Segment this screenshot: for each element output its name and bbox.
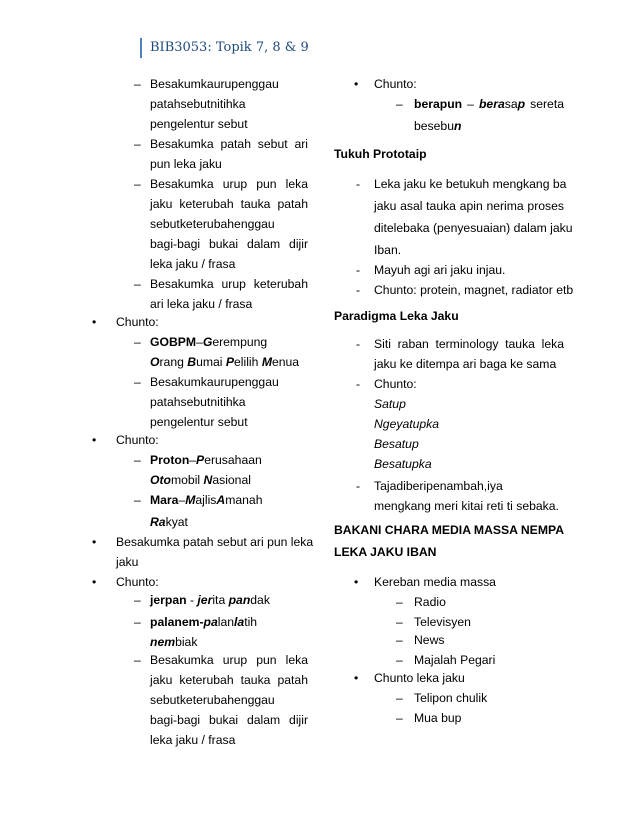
text-run: Satup <box>374 397 406 411</box>
dash-marker: – <box>134 493 141 507</box>
text-line <box>334 94 564 114</box>
text-run: Besakumka <box>150 375 214 389</box>
line-text <box>414 650 495 670</box>
header-title: BIB3053: Topik 7, 8 & 9 <box>150 40 309 55</box>
text-line <box>78 590 308 610</box>
text-run: patah <box>150 395 181 409</box>
text-run: kyat <box>165 515 188 529</box>
text-line <box>334 414 564 434</box>
text-run: – <box>189 453 197 467</box>
text-run: Ra <box>150 515 166 529</box>
text-line <box>78 332 308 352</box>
text-run: manah <box>225 493 263 507</box>
text-run: O <box>150 473 160 487</box>
text-run: berapun <box>414 97 463 111</box>
line-text <box>414 708 461 728</box>
text-run: Taja <box>374 479 397 493</box>
text-run: urup <box>213 375 239 389</box>
text-run: Paradigma Leka Jaku <box>334 309 459 323</box>
text-line <box>334 668 564 688</box>
line-text <box>116 572 159 592</box>
text-run: bagi-bagi bukai dalam dijir <box>150 237 308 251</box>
text-run: Chunto leka jaku <box>374 671 465 685</box>
word-group <box>374 476 503 496</box>
text-run: jaku ke ditempa ari baga ke sama <box>374 357 557 371</box>
dash-marker: – <box>396 691 403 705</box>
dash-marker: – <box>134 453 141 467</box>
text-run: G <box>202 335 213 349</box>
text-line <box>78 650 308 670</box>
text-run: BAKANI CHARA MEDIA MASSA NEMPA <box>334 523 564 537</box>
line-text <box>150 352 299 372</box>
text-run: M <box>261 355 272 369</box>
line-text <box>150 590 270 610</box>
text-run: erusahaan <box>204 453 262 467</box>
text-run: – <box>178 493 186 507</box>
dash-marker: – <box>396 97 403 111</box>
text-run: penambah, <box>426 479 488 493</box>
text-run: mobil <box>171 473 204 487</box>
line-text <box>150 134 308 154</box>
text-run: asional <box>212 473 251 487</box>
text-run: jaku keterubah tauka patah <box>150 197 308 211</box>
text-run: rang <box>159 355 188 369</box>
text-run: bera <box>478 97 505 111</box>
text-run: Leka jaku ke betukuh mengkang ba <box>374 177 567 191</box>
text-run: Telipon chulik <box>414 691 488 705</box>
line-text <box>374 668 465 688</box>
dash-marker: – <box>396 595 403 609</box>
dash-marker: – <box>134 615 141 629</box>
text-run: pengelentur sebut <box>150 415 248 429</box>
text-run: sebut <box>180 97 211 111</box>
text-line <box>334 454 564 474</box>
text-line <box>334 476 564 496</box>
word-group <box>150 332 267 352</box>
word-group <box>150 372 279 392</box>
text-line <box>334 612 564 632</box>
text-run: Ngeyatupka <box>374 417 440 431</box>
line-text <box>150 214 308 234</box>
line-text <box>374 218 573 238</box>
line-text <box>150 470 251 490</box>
line-text <box>334 144 427 164</box>
text-run: - <box>186 593 198 607</box>
line-text <box>374 196 564 216</box>
dash-marker: - <box>356 337 361 351</box>
line-text <box>414 612 471 632</box>
text-line <box>78 412 308 432</box>
dash-marker: – <box>134 277 141 291</box>
line-text <box>150 632 197 652</box>
text-run: keterubah <box>179 693 235 707</box>
text-run: Iban. <box>374 243 402 257</box>
text-run: Besatup <box>374 437 419 451</box>
text-run: – <box>463 97 478 111</box>
text-run: ita <box>212 593 229 607</box>
line-text <box>374 280 573 300</box>
dash-marker: - <box>356 377 361 391</box>
text-line <box>78 74 308 94</box>
text-run: - <box>199 615 204 629</box>
line-text <box>150 94 308 114</box>
text-run: Mayuh agi ari jaku injau. <box>374 263 506 277</box>
text-run: patah <box>150 97 181 111</box>
line-text <box>150 612 308 632</box>
text-run: P <box>225 355 235 369</box>
text-line <box>78 174 308 194</box>
bullet-marker: • <box>354 671 359 685</box>
text-run: tih <box>244 615 258 629</box>
text-run: jaku keterubah tauka patah <box>150 673 308 687</box>
text-run: sereta <box>526 97 564 111</box>
text-run: erempung <box>212 335 268 349</box>
line-text <box>150 332 308 352</box>
dash-marker: - <box>356 177 361 191</box>
bullet-marker: • <box>92 433 97 447</box>
line-text <box>414 592 446 612</box>
text-line <box>78 532 314 552</box>
text-line <box>334 394 564 414</box>
word-group <box>150 94 246 114</box>
text-run: ditelebaka (penyesuaian) dalam jaku <box>374 221 573 235</box>
text-run: enua <box>271 355 300 369</box>
line-text <box>150 154 222 174</box>
text-line <box>78 552 308 572</box>
text-run: GOBPM <box>150 335 197 349</box>
text-run: Besakumka patah sebut ari pun leka <box>116 535 314 549</box>
text-line <box>334 630 564 650</box>
dash-marker: – <box>134 177 141 191</box>
dash-marker: – <box>134 137 141 151</box>
text-run: enggau <box>238 77 279 91</box>
text-line <box>334 434 564 454</box>
text-run: pa <box>203 615 218 629</box>
line-text <box>150 372 308 392</box>
text-run: pan <box>228 593 251 607</box>
line-text <box>150 412 248 432</box>
bullet-marker: • <box>92 315 97 329</box>
text-run: N <box>203 473 213 487</box>
page-header <box>140 38 309 58</box>
text-run: leka jaku / frasa <box>150 257 236 271</box>
line-text <box>374 414 439 434</box>
text-run: lan <box>217 615 235 629</box>
text-run: M <box>185 493 196 507</box>
text-line <box>78 690 308 710</box>
text-run: mengkang meri kitai reti ti sebaka. <box>374 499 559 513</box>
line-text <box>334 306 459 326</box>
section-heading-line <box>334 520 564 540</box>
text-run: Chunto: <box>116 575 159 589</box>
text-line <box>334 280 574 300</box>
line-text <box>374 496 559 516</box>
word-group <box>150 392 246 412</box>
text-run: Chunto: protein, magnet, radiator etb <box>374 283 574 297</box>
text-run: O <box>150 355 160 369</box>
text-run: sebut <box>180 395 211 409</box>
text-run: B <box>187 355 197 369</box>
text-run: p <box>517 97 526 111</box>
text-line <box>78 312 308 332</box>
line-text <box>150 294 252 314</box>
line-text <box>150 274 308 294</box>
text-line <box>78 294 308 314</box>
text-run: Besakumka urup pun leka <box>150 653 308 667</box>
text-line <box>334 196 564 216</box>
dash-marker: – <box>134 593 141 607</box>
text-run: bagi-bagi bukai dalam dijir <box>150 713 308 727</box>
text-line <box>78 254 308 274</box>
text-line <box>78 710 308 730</box>
text-run: Siti raban terminology tauka leka <box>374 337 564 351</box>
text-run: to <box>159 473 171 487</box>
text-run: jaku asal tauka apin nerima proses <box>374 199 564 213</box>
text-line <box>334 354 564 374</box>
text-line <box>78 572 308 592</box>
text-run: nem <box>150 635 176 649</box>
text-line <box>334 260 564 280</box>
text-line <box>334 240 564 260</box>
text-line <box>78 194 308 214</box>
line-text <box>150 392 308 412</box>
text-line <box>78 632 308 652</box>
text-run: jerpan <box>150 593 187 607</box>
line-text <box>374 174 567 194</box>
text-line <box>78 512 308 532</box>
text-line <box>334 218 573 238</box>
text-run: jaku <box>116 555 139 569</box>
bullet-marker: • <box>354 575 359 589</box>
word-group <box>479 94 525 114</box>
text-run: Chunto: <box>374 77 417 91</box>
text-line <box>78 114 308 134</box>
text-run: A <box>216 493 226 507</box>
text-run: Besakumka <box>150 77 214 91</box>
line-text <box>116 312 159 332</box>
text-line <box>334 74 564 94</box>
line-text <box>334 542 436 562</box>
word-group <box>150 690 275 710</box>
text-run: News <box>414 633 445 647</box>
text-run: sebut <box>150 217 180 231</box>
text-run: Besatupka <box>374 457 432 471</box>
text-run: – <box>196 335 203 349</box>
text-line <box>78 490 308 510</box>
line-text <box>374 572 496 592</box>
text-run: Proton <box>150 453 190 467</box>
section-heading-line <box>334 542 564 562</box>
line-text <box>150 490 308 510</box>
text-line <box>78 730 308 750</box>
section-heading-line <box>334 306 564 326</box>
text-line <box>78 392 308 412</box>
text-run: iya <box>487 479 503 493</box>
dash-marker: – <box>134 77 141 91</box>
text-run: Kereban media massa <box>374 575 496 589</box>
text-line <box>78 670 308 690</box>
dash-marker: - <box>356 479 361 493</box>
text-run: Chunto: <box>116 315 159 329</box>
dash-marker: – <box>134 653 141 667</box>
text-run: Televisyen <box>414 615 471 629</box>
text-run: ajlis <box>195 493 217 507</box>
text-run: enggau <box>234 217 275 231</box>
text-run: LEKA JAKU IBAN <box>334 545 437 559</box>
line-text <box>374 374 417 394</box>
dash-marker: - <box>356 263 361 277</box>
text-line <box>78 274 308 294</box>
line-text <box>150 254 235 274</box>
text-line <box>334 116 564 136</box>
text-run: Besakumka urup keterubah <box>150 277 308 291</box>
line-text <box>150 234 308 254</box>
text-line <box>334 592 564 612</box>
text-run: palanem <box>150 615 200 629</box>
text-run: nitihka <box>210 395 246 409</box>
line-text <box>116 552 138 572</box>
line-text <box>414 116 461 136</box>
line-text <box>150 690 308 710</box>
text-run: pun leka jaku <box>150 157 222 171</box>
text-run: urup <box>213 77 239 91</box>
dash-marker: – <box>134 335 141 349</box>
text-run: biak <box>175 635 198 649</box>
text-run: Mua bup <box>414 711 462 725</box>
section-heading-line <box>334 144 564 164</box>
line-text <box>374 240 401 260</box>
text-run: dak <box>250 593 270 607</box>
text-run: Majalah Pegari <box>414 653 496 667</box>
word-group <box>150 490 262 510</box>
text-line <box>334 708 564 728</box>
text-line <box>78 352 308 372</box>
text-run: la <box>234 615 245 629</box>
line-text <box>374 434 419 454</box>
word-group <box>150 612 257 632</box>
line-text <box>374 74 417 94</box>
line-text <box>374 334 564 354</box>
text-line <box>78 94 308 114</box>
text-line <box>334 174 567 194</box>
line-text <box>150 74 308 94</box>
dash-marker: – <box>396 633 403 647</box>
text-line <box>78 154 308 174</box>
text-line <box>78 470 308 490</box>
text-run: nitihka <box>210 97 246 111</box>
text-line <box>78 450 308 470</box>
line-text <box>150 670 308 690</box>
text-run: keterubah <box>179 217 235 231</box>
word-group <box>150 214 275 234</box>
line-text <box>150 650 308 670</box>
text-run: P <box>196 453 205 467</box>
text-line <box>78 134 308 154</box>
word-group <box>150 450 262 470</box>
line-text <box>150 710 308 730</box>
line-text <box>374 476 564 496</box>
text-line <box>78 430 308 450</box>
line-text <box>334 520 564 540</box>
text-run: sebut <box>150 693 180 707</box>
text-line <box>334 496 564 516</box>
text-line <box>78 372 308 392</box>
text-run: enggau <box>238 375 279 389</box>
text-run: pengelentur sebut <box>150 117 248 131</box>
text-run: Mara <box>150 493 179 507</box>
line-text <box>150 114 248 134</box>
text-run: Besakumka urup pun leka <box>150 177 308 191</box>
text-run: Tukuh Prototaip <box>334 147 427 161</box>
text-run: Radio <box>414 595 446 609</box>
text-run: jer <box>197 593 213 607</box>
line-text <box>150 194 308 214</box>
text-run: Besakumka patah sebut ari <box>150 137 308 151</box>
word-group <box>150 74 279 94</box>
line-text <box>116 430 159 450</box>
line-text <box>150 512 188 532</box>
dash-marker: – <box>396 615 403 629</box>
dash-marker: – <box>134 375 141 389</box>
text-run: diberi <box>396 479 427 493</box>
text-line <box>334 688 564 708</box>
bullet-marker: • <box>92 535 97 549</box>
text-run: enggau <box>234 693 275 707</box>
text-run: Chunto: <box>374 377 417 391</box>
dash-marker: - <box>356 283 361 297</box>
line-text <box>150 450 308 470</box>
text-line <box>78 214 308 234</box>
line-text <box>414 630 444 650</box>
bullet-marker: • <box>92 575 97 589</box>
line-text <box>150 730 235 750</box>
text-run: n <box>453 119 462 133</box>
text-run: umai <box>196 355 226 369</box>
text-run: Chunto: <box>116 433 159 447</box>
text-line <box>334 334 564 354</box>
line-text <box>374 260 505 280</box>
line-text <box>374 394 406 414</box>
text-line <box>334 572 564 592</box>
text-run: besebu <box>414 119 454 133</box>
text-line <box>78 234 308 254</box>
dash-marker: – <box>396 653 403 667</box>
text-run: elilih <box>234 355 262 369</box>
line-text <box>374 454 432 474</box>
line-text <box>414 94 564 114</box>
line-text <box>414 688 487 708</box>
text-run: sa <box>504 97 518 111</box>
line-text <box>116 532 314 552</box>
text-run: ari leka jaku / frasa <box>150 297 253 311</box>
bullet-marker: • <box>354 77 359 91</box>
text-run: leka jaku / frasa <box>150 733 236 747</box>
text-line <box>334 650 564 670</box>
line-text <box>150 174 308 194</box>
dash-marker: – <box>396 711 403 725</box>
text-line <box>334 374 564 394</box>
text-line <box>78 612 308 632</box>
line-text <box>374 354 556 374</box>
